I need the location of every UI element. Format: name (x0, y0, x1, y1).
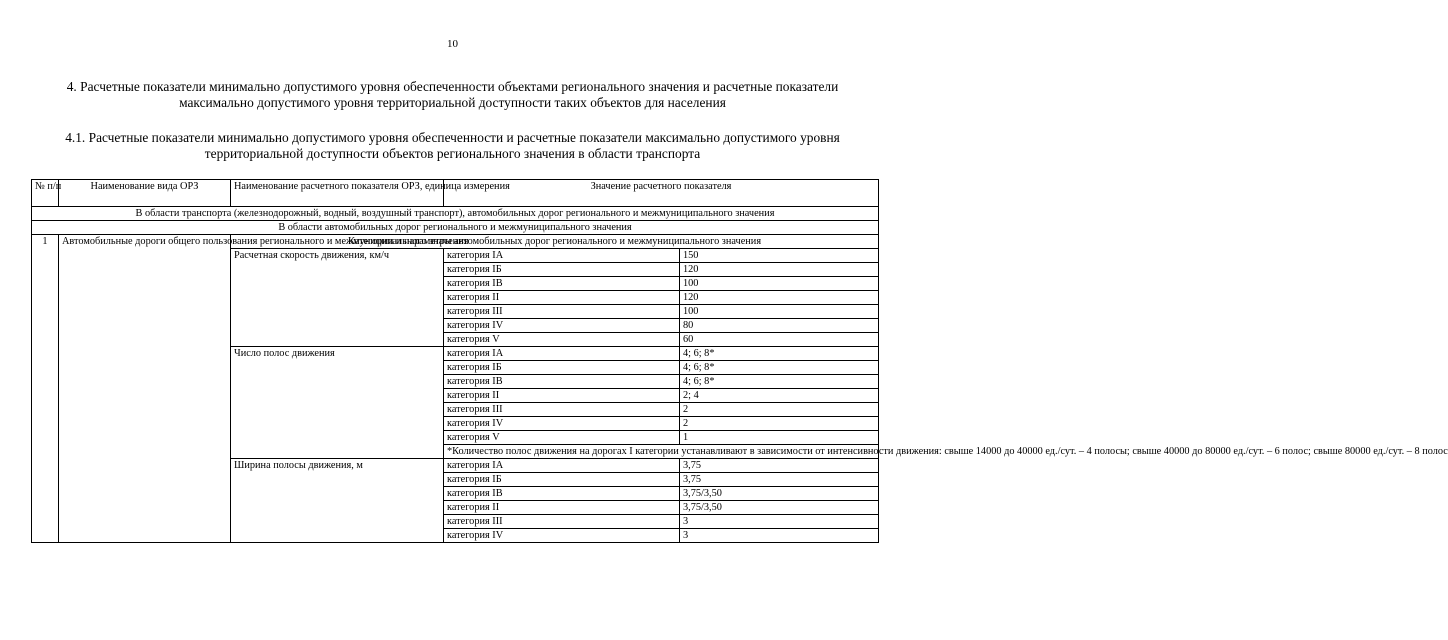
value-cell: 2 (680, 403, 879, 417)
category-cell: категория III (444, 403, 680, 417)
category-cell: категория IБ (444, 263, 680, 277)
category-cell: категория III (444, 305, 680, 319)
category-cell: категория II (444, 501, 680, 515)
category-cell: категория IВ (444, 487, 680, 501)
value-cell: 3,75/3,50 (680, 501, 879, 515)
table-row (32, 235, 879, 249)
value-cell: 4; 6; 8* (680, 375, 879, 389)
value-cell: 3,75 (680, 459, 879, 473)
section-heading: 4. Расчетные показатели минимально допустимого уровня обеспеченности объектами регионального значения и расчетные показатели максимально допустимого уровня территориальной доступности таких объектов для населения (66, 79, 839, 110)
value-cell: 120 (680, 263, 879, 277)
header-num: № п/п (32, 180, 59, 207)
category-cell: категория IА (444, 249, 680, 263)
indicator-name: Ширина полосы движения, м (231, 459, 444, 543)
lanes-footnote: *Количество полос движения на дорогах I категории устанавливают в зависимости от интенсивности движения: свыше 14000 до 40000 ед./сут. – 4 полосы; свыше 40000 до 80000 ед./сут. – 6 полос; свыше 80000 ед./сут. – 8 полос (444, 445, 879, 459)
header-indicator: Наименование расчетного показателя ОРЗ, единица измерения (231, 180, 444, 207)
table-header-row (32, 180, 879, 207)
category-cell: категория II (444, 291, 680, 305)
value-cell: 2; 4 (680, 389, 879, 403)
category-cell: категория IА (444, 347, 680, 361)
value-cell: 80 (680, 319, 879, 333)
indicator-name: Число полос движения (231, 347, 444, 459)
value-cell: 100 (680, 277, 879, 291)
indicators-table (31, 179, 1448, 543)
section-row (32, 221, 879, 235)
value-cell: 2 (680, 417, 879, 431)
row-number: 1 (32, 235, 59, 543)
category-cell: категория V (444, 333, 680, 347)
value-cell: 3,75 (680, 473, 879, 487)
value-cell: 60 (680, 333, 879, 347)
category-cell: категория IБ (444, 361, 680, 375)
category-cell: категория IV (444, 529, 680, 543)
value-cell: 3,75/3,50 (680, 487, 879, 501)
section-roads: В области автомобильных дорог регионального и межмуниципального значения (32, 221, 879, 235)
object-name: Автомобильные дороги общего пользования регионального и межмуниципального значения (59, 235, 231, 543)
category-cell: категория V (444, 431, 680, 445)
value-cell: 3 (680, 515, 879, 529)
header-name: Наименование вида ОРЗ (59, 180, 231, 207)
header-value: Значение расчетного показателя (444, 180, 879, 207)
value-cell: 4; 6; 8* (680, 361, 879, 375)
value-cell: 150 (680, 249, 879, 263)
category-cell: категория IV (444, 417, 680, 431)
category-cell: категория IВ (444, 277, 680, 291)
value-cell: 120 (680, 291, 879, 305)
category-cell: категория IА (444, 459, 680, 473)
value-cell: 4; 6; 8* (680, 347, 879, 361)
value-cell: 100 (680, 305, 879, 319)
category-cell: категория III (444, 515, 680, 529)
category-cell: категория IВ (444, 375, 680, 389)
categories-header: Категории и параметры автомобильных дорог регионального и межмуниципального значения (231, 235, 879, 249)
category-cell: категория IБ (444, 473, 680, 487)
page-number: 10 (447, 38, 458, 50)
subsection-heading: 4.1. Расчетные показатели минимально допустимого уровня обеспеченности и расчетные показатели максимально допустимого уровня территориальной доступности объектов регионального значения в области транспорта (65, 130, 840, 161)
category-cell: категория II (444, 389, 680, 403)
value-cell: 1 (680, 431, 879, 445)
category-cell: категория IV (444, 319, 680, 333)
section-row (32, 207, 879, 221)
indicator-name: Расчетная скорость движения, км/ч (231, 249, 444, 347)
value-cell: 3 (680, 529, 879, 543)
section-transport: В области транспорта (железнодорожный, водный, воздушный транспорт), автомобильных дорог регионального и межмуниципального значения (32, 207, 879, 221)
